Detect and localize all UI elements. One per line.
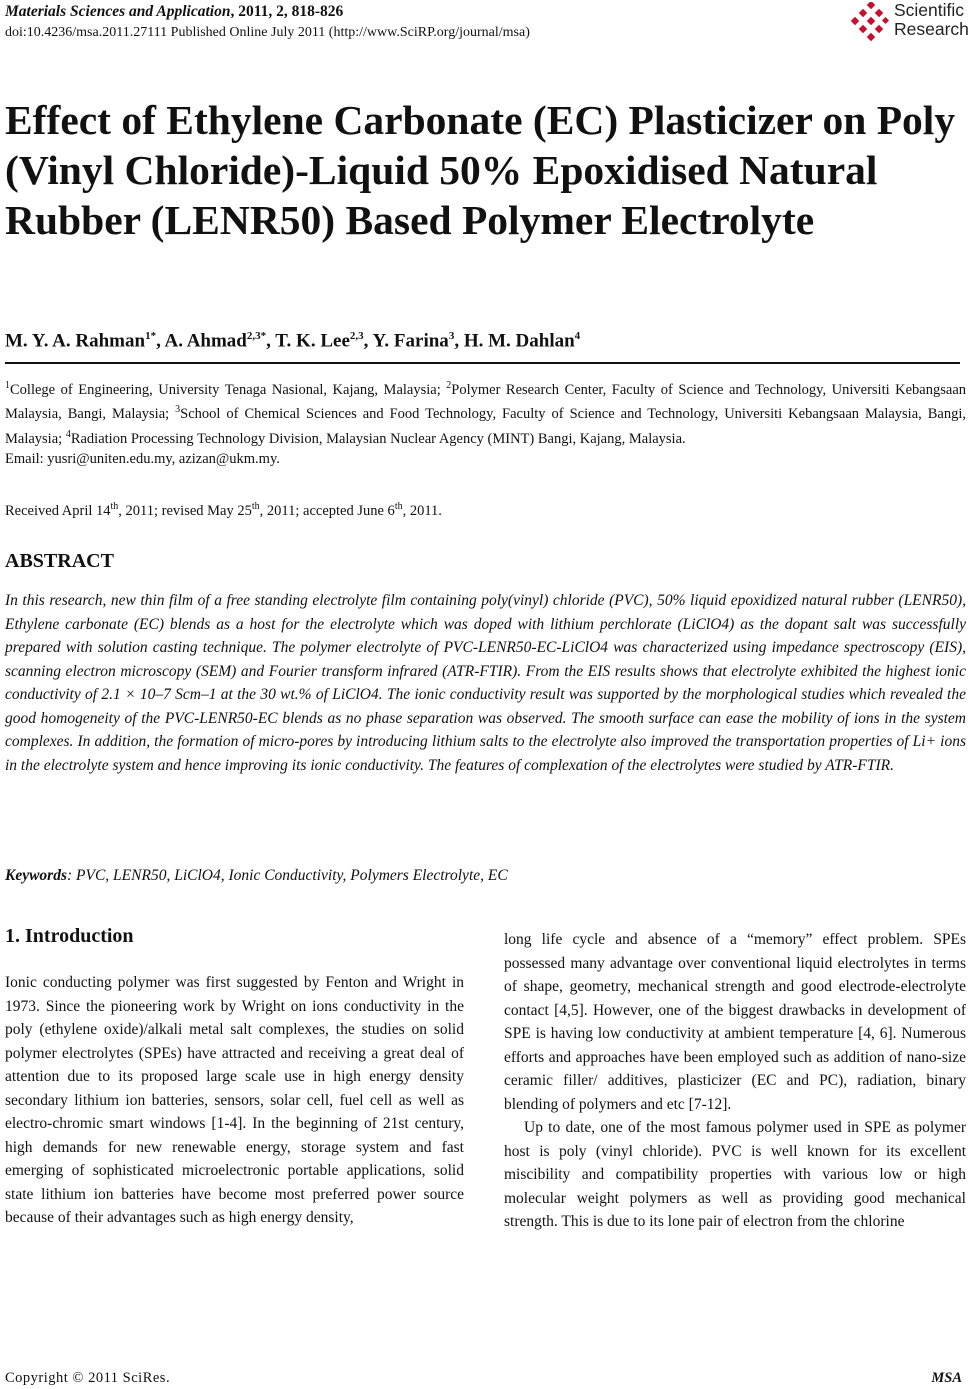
author-4: Y. Farina xyxy=(372,330,449,352)
affil-2: Polymer Research Center, Faculty of Science and Technology, Universiti Kebangsaan Malaysia, Bangi, Malaysia; xyxy=(5,381,966,423)
author-sep: , xyxy=(266,330,276,352)
ordinal-sup: th xyxy=(251,501,260,512)
affil-4: Radiation Processing Technology Division, Malaysian Nuclear Agency (MINT) Bangi, Kajang, Malaysia. xyxy=(70,430,686,447)
intro-paragraph-1: Ionic conducting polymer was first suggested by Fenton and Wright in 1973. Since the pioneering work by Wright on ions conductivity in the poly (ethylene oxide)/alkali metal salt complexes, the studies on solid polymer electrolytes (SPEs) have attracted and receiving a great deal of attention due to its proposed large scale use in high energy density secondary lithium ion batteries, sensors, solar cell, fuel cell as well as electro-chromic smart windows [1-4]. In the beginning of 21st century, high demands for new renewable energy, storage system and fast emerging of sophisticated microelectronic portable applications, solid state lithium ion batteries have become most preferred power source because of their advantages such as high energy density, xyxy=(5,974,464,1226)
ordinal-sup: th xyxy=(394,501,403,512)
header-divider xyxy=(5,362,960,364)
author-sep: , xyxy=(363,330,373,352)
author-1: M. Y. A. Rahman xyxy=(5,330,146,352)
author-email: Email: yusri@uniten.edu.my, azizan@ukm.my. xyxy=(5,450,280,467)
affil-1-sup: 1 xyxy=(5,380,10,391)
author-5: H. M. Dahlan xyxy=(463,330,575,352)
logo-line-2: Research xyxy=(894,19,969,39)
journal-name: Materials Sciences and Application xyxy=(5,3,231,20)
affil-2-sup: 2 xyxy=(446,380,452,391)
author-4-sup: 3 xyxy=(448,330,455,342)
abstract-heading: ABSTRACT xyxy=(5,550,114,572)
column-left xyxy=(5,971,464,1230)
section-heading-introduction: 1. Introduction xyxy=(5,925,134,947)
affil-3: School of Chemical Sciences and Food Technology, Faculty of Science and Technology, Universiti Kebangsaan Malaysia, Bangi, Malaysia; xyxy=(5,406,967,447)
year: , 2011. xyxy=(402,502,442,519)
doi-line: doi:10.4236/msa.2011.27111 Published Online July 2011 (http://www.SciRP.org/journal/msa) xyxy=(5,25,530,40)
logo-text xyxy=(894,1,969,39)
received-date: Received April 14 xyxy=(5,502,111,519)
keywords-list: : PVC, LENR50, LiClO4, Ionic Conductivity, Polymers Electrolyte, EC xyxy=(67,867,508,884)
author-2-sup: 2,3* xyxy=(246,330,267,342)
keywords xyxy=(5,867,508,885)
column-right xyxy=(504,928,966,1234)
accepted-date: , 2011; accepted June 6 xyxy=(259,502,395,519)
abstract-text: In this research, new thin film of a free standing electrolyte film containing poly(vinyl) chloride (PVC), 50% liquid epoxidized natural rubber (LENR50), Ethylene carbonate (EC) blends as a host for the electrolyte which was doped with lithium perchlorate (LiClO4) as the dopant salt was successfully prepared with solution casting technique. The polymer electrolyte of PVC-LENR50-EC-LiClO4 was characterized using impedance spectroscopy (EIS), scanning electron microscopy (SEM) and Fourier transform infrared (ATR-FTIR). From the EIS results shows that electrolyte exhibited the highest ionic conductivity of 2.1 × 10–7 Scm–1 at the 30 wt.% of LiClO4. The ionic conductivity result was supported by the morphological studies which revealed the good homogeneity of the PVC-LENR50-EC blends as no phase separation was observed. The smooth surface can ease the mobility of ions in the system complexes. In addition, the formation of micro-pores by introducing lithium salts to the electrolyte also improved the transportation properties of Li+ ions in the electrolyte system and hence improving its ionic conductivity. The features of complexation of the electrolytes were studied by ATR-FTIR. xyxy=(5,592,966,774)
scientific-research-logo xyxy=(848,0,971,44)
author-sep: , xyxy=(454,330,464,352)
intro-paragraph-2: Up to date, one of the most famous polymer used in SPE as polymer host is poly (vinyl chloride). PVC is well known for its excellent miscibility and compatibility properties with various low or high molecular weight polymers as well as providing good mechanical strength. This is due to its lone pair of electron from the chlorine xyxy=(504,1119,966,1230)
author-2: A. Ahmad xyxy=(164,330,247,352)
journal-volume: , 2011, 2, 818-826 xyxy=(230,3,344,20)
author-3: T. K. Lee xyxy=(275,330,350,352)
keywords-label: Keywords xyxy=(5,867,67,884)
copyright-notice: Copyright © 2011 SciRes. xyxy=(5,1370,171,1386)
author-list xyxy=(5,330,580,352)
logo-line-1: Scientific xyxy=(894,0,965,20)
author-5-sup: 4 xyxy=(574,330,581,342)
publisher-logo-icon xyxy=(848,2,890,42)
journal-citation xyxy=(5,3,343,21)
author-sep: , xyxy=(156,330,165,352)
ordinal-sup: th xyxy=(110,501,119,512)
received-dates xyxy=(5,501,442,520)
intro-paragraph-1-cont: long life cycle and absence of a “memory” effect problem. SPEs possessed many advantage over conventional liquid electrolytes in terms of shape, geometry, mechanical strength and good electrode-electrolyte contact [4,5]. However, one of the biggest drawbacks in development of SPE is having low conductivity at ambient temperature [4, 6]. Numerous efforts and approaches have been employed such as addition of nano-size ceramic filler/ additives, plasticizer (EC and PC), radiation, binary blending of polymers and etc [7-12]. xyxy=(504,931,966,1113)
author-3-sup: 2,3 xyxy=(349,330,364,342)
affil-4-sup: 4 xyxy=(65,428,71,440)
affil-1: College of Engineering, University Tenaga Nasional, Kajang, Malaysia; xyxy=(10,381,447,398)
author-1-sup: 1* xyxy=(145,330,157,342)
affil-3-sup: 3 xyxy=(175,404,181,416)
journal-abbreviation: MSA xyxy=(931,1370,962,1386)
affiliations xyxy=(5,376,966,469)
paper-title: Effect of Ethylene Carbonate (EC) Plasticizer on Poly (Vinyl Chloride)-Liquid 50% Epoxidised Natural Rubber (LENR50) Based Polymer Electrolyte xyxy=(5,97,956,243)
revised-date: , 2011; revised May 25 xyxy=(118,502,252,519)
